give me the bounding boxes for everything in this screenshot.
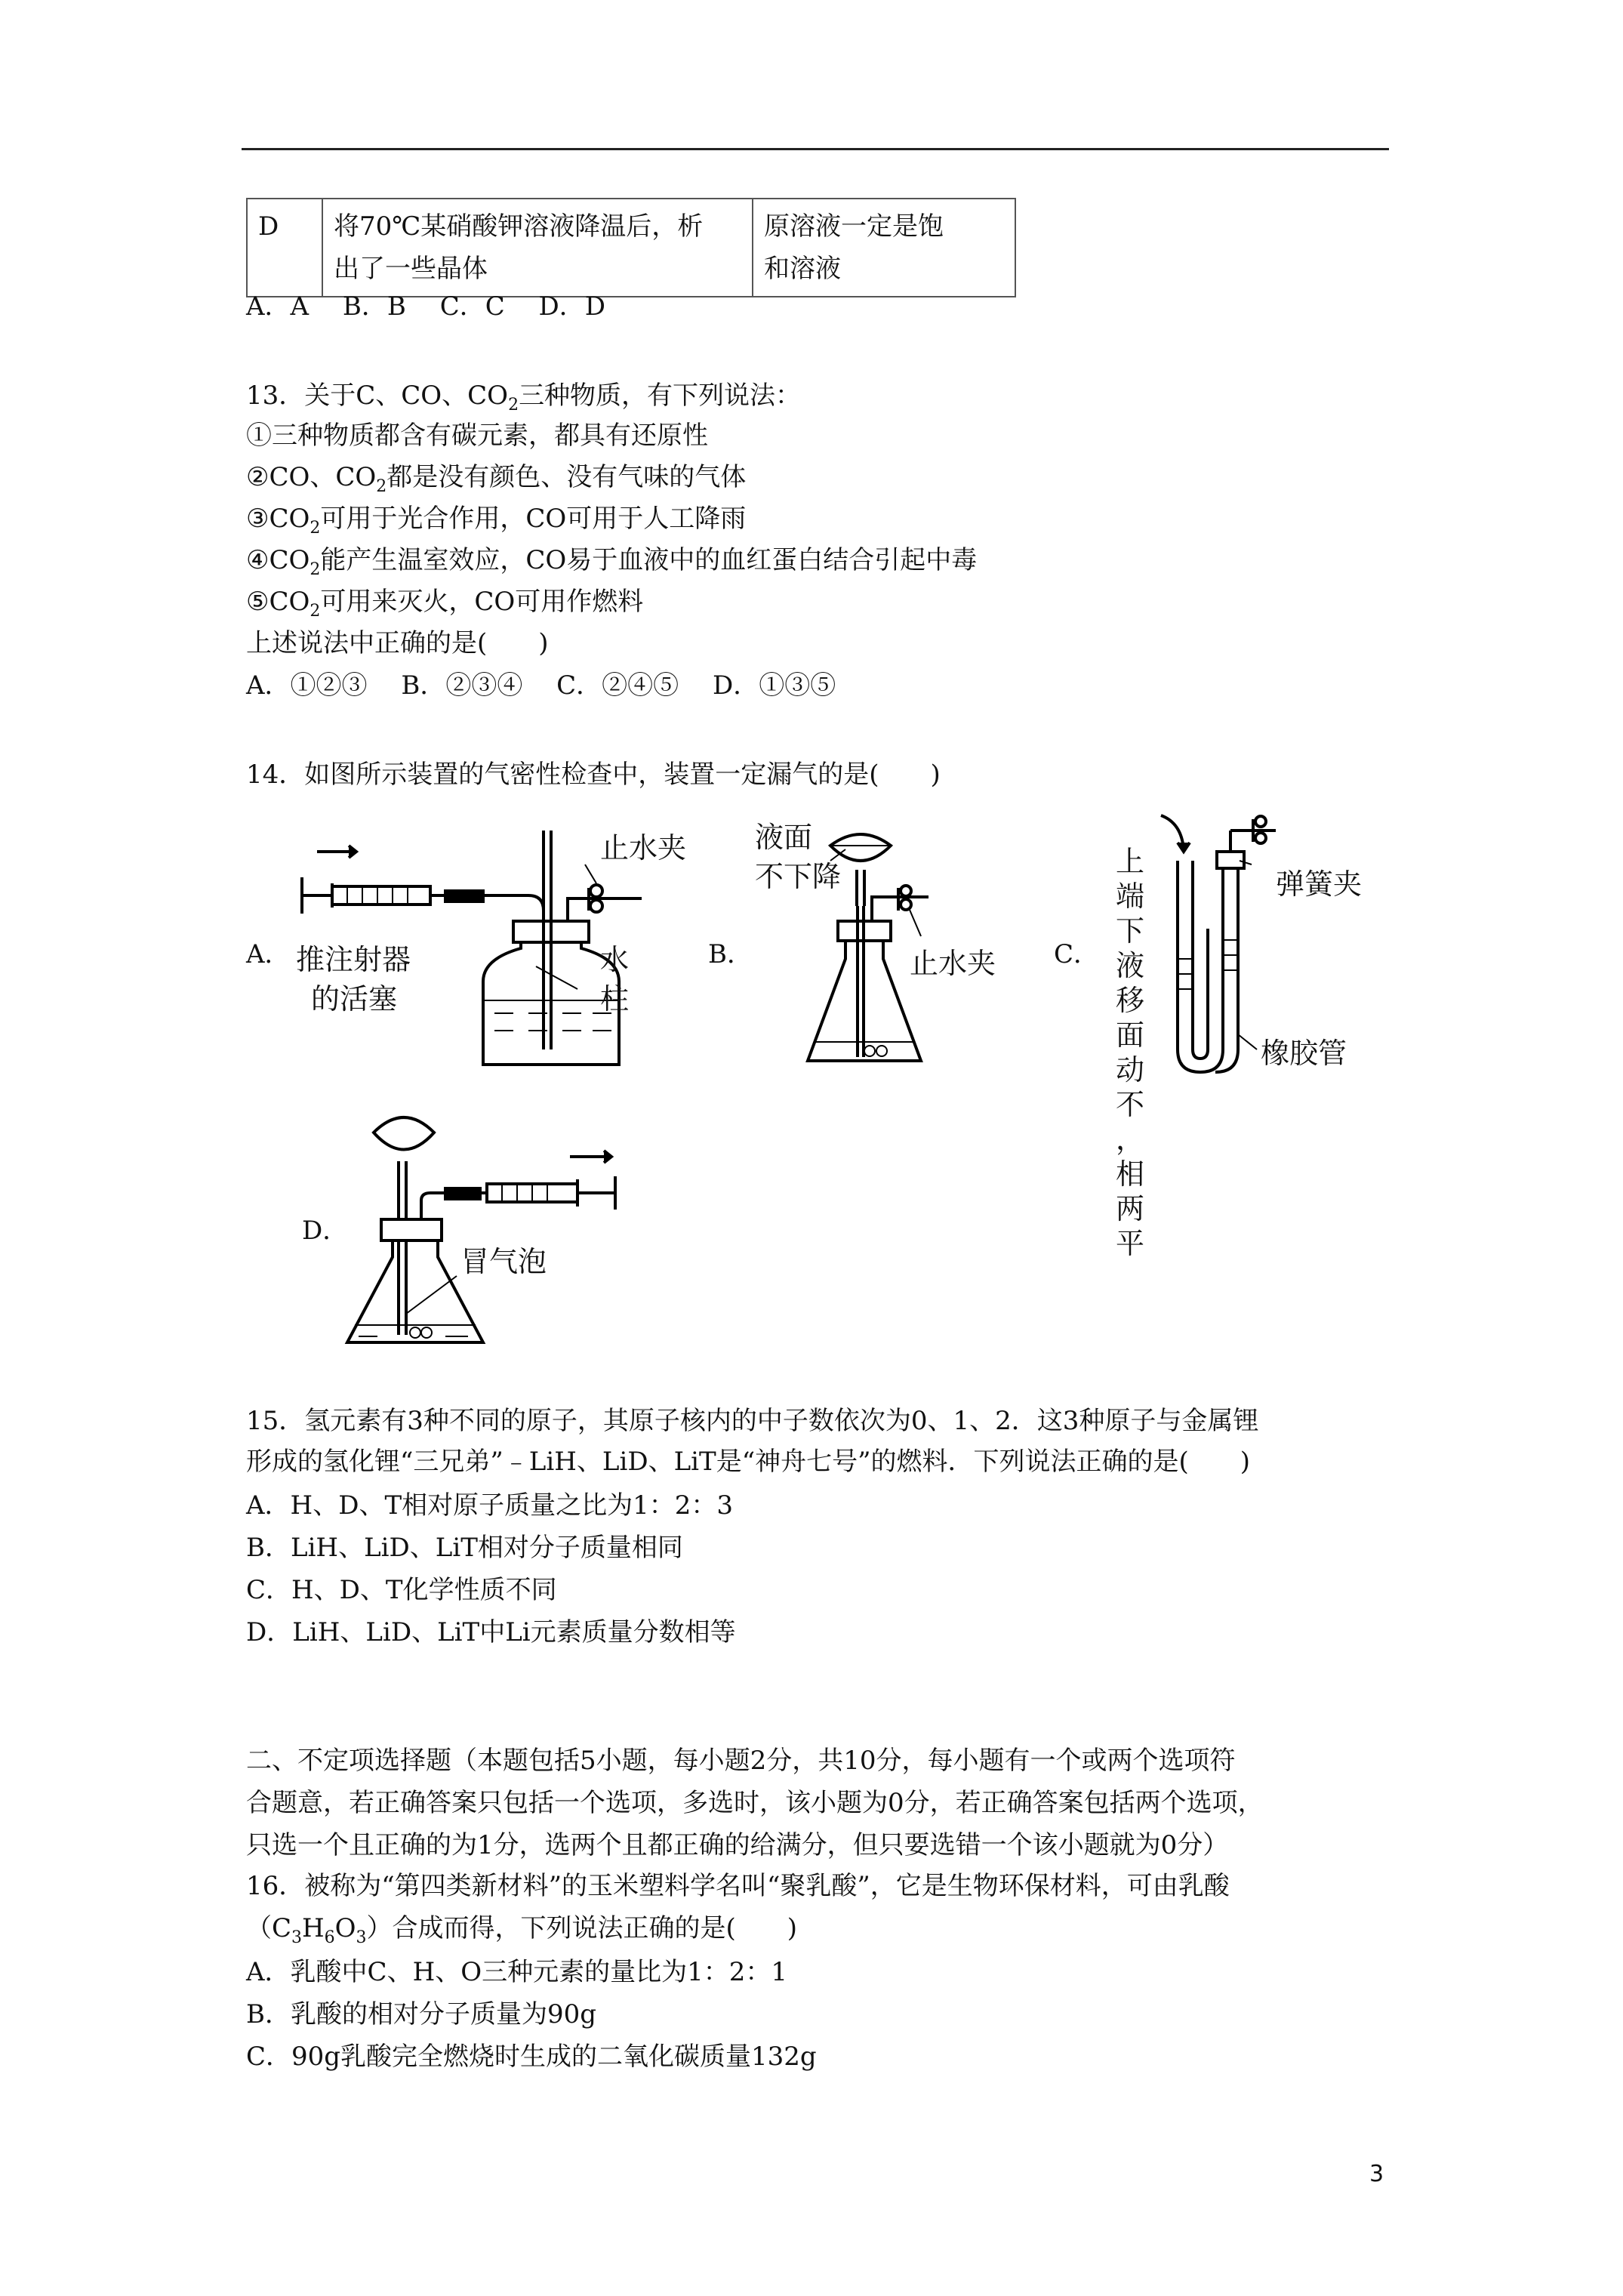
q16-option-c: C．90g乳酸完全燃烧时生成的二氧化碳质量132g (246, 2042, 817, 2072)
section2-line-1: 二、不定项选择题（本题包括5小题，每小题2分，共10分，每小题有一个或两个选项符 (246, 1746, 1236, 1776)
q14-label-a: A． (246, 939, 291, 969)
q13-statement-4: $④CO_2$能产生温室效应，CO易于血液中的血红蛋白结合引起中毒 (246, 545, 978, 579)
c-vertical-text-1: 上端 (1115, 845, 1144, 913)
section2-line-2: 合题意，若正确答案只包括一个选项，多选时，该小题为0分，若正确答案包括两个选项， (246, 1788, 1264, 1818)
option-table (246, 198, 1016, 297)
q12-options: A．A B．B C．C D．D (246, 291, 606, 322)
option-letter: D (258, 211, 279, 242)
c-vertical-label (1104, 844, 1156, 1261)
c-vertical-text-5: ，相 (1115, 1123, 1144, 1191)
q14-label-b: B． (708, 939, 753, 969)
conclusion-text-1: 原溶液一定是饱 (764, 211, 944, 242)
q13-statement-3: $③CO_2$可用于光合作用，CO可用于人工降雨 (246, 504, 747, 538)
c-vertical-text-4: 动不 (1115, 1053, 1144, 1121)
q13-statement-1: ①三种物质都含有碳元素，都具有还原性 (246, 421, 708, 451)
conclusion-cell (753, 199, 1015, 297)
c-tube-label: 橡胶管 (1261, 1037, 1347, 1070)
q16-option-b: B．乳酸的相对分子质量为90g (246, 1999, 597, 2029)
q15-option-d: D．LiH、LiD、LiT中Li元素质量分数相等 (246, 1617, 736, 1647)
b-clamp-label: 止水夹 (910, 947, 996, 980)
q15-option-c: C．H、D、T化学性质不同 (246, 1575, 557, 1605)
a-push-label-2: 的活塞 (311, 982, 398, 1015)
q16-option-a: A．乳酸中C、H、O三种元素的量比为1：2：1 (246, 1957, 787, 1987)
q15-line-1: 15．氢元素有3种不同的原子，其原子核内的中子数依次为0、1、2．这3种原子与金属锂 (246, 1406, 1259, 1436)
a-clamp-label: 止水夹 (600, 831, 687, 864)
header-rule (242, 148, 1389, 150)
b-level-label-2: 不下降 (755, 860, 842, 893)
q13-statement-5: $⑤CO_2$可用来灭火，CO可用作燃料 (246, 587, 644, 621)
q15-option-a: A．H、D、T相对原子质量之比为1：2：3 (246, 1490, 734, 1521)
q13-options: A．①②③ B．②③④ C．②④⑤ D．①③⑤ (246, 670, 836, 701)
c-vertical-text-6: 两平 (1115, 1192, 1144, 1260)
a-push-label-1: 推注射器 (296, 943, 411, 976)
operation-text-1: 将70℃某硝酸钾溶液降温后，析 (334, 211, 704, 242)
q15-line-2: 形成的氢化锂“三兄弟”﹣LiH、LiD、LiT是“神舟七号”的燃料．下列说法正确的是( ) (246, 1447, 1250, 1477)
apparatus-d-diagram (332, 1095, 649, 1351)
section2-line-3: 只选一个且正确的为1分，选两个且都正确的给满分，但只要选错一个该小题就为0分） (246, 1830, 1229, 1860)
q14-stem: 14．如图所示装置的气密性检查中，装置一定漏气的是( ) (246, 760, 941, 790)
c-vertical-text-2: 下液 (1115, 914, 1144, 982)
b-level-label-1: 液面 (755, 821, 813, 854)
q14-label-c: C． (1054, 939, 1100, 969)
d-bubble-label: 冒气泡 (460, 1245, 547, 1278)
a-water-label-2: 柱 (600, 982, 630, 1015)
operation-cell (322, 199, 753, 297)
table-row (247, 199, 1015, 297)
operation-text-2: 出了一些晶体 (334, 254, 488, 284)
q13-ask: 上述说法中正确的是( ) (246, 628, 549, 658)
conclusion-text-2: 和溶液 (764, 254, 841, 284)
q13-statement-2: ②CO、$CO_2$都是没有颜色、没有气味的气体 (246, 462, 747, 496)
q16-line-2: $(C_3H_6O_3)$合成而得，下列说法正确的是( ) (246, 1913, 798, 1947)
a-water-label-1: 水 (600, 943, 630, 976)
c-clamp-label: 弹簧夹 (1276, 868, 1363, 901)
q15-option-b: B．LiH、LiD、LiT相对分子质量相同 (246, 1533, 683, 1563)
option-letter-cell (247, 199, 322, 297)
page-number: 3 (1369, 2161, 1384, 2187)
q13-stem: 13．关于C、CO、$CO_2$三种物质，有下列说法： (246, 381, 802, 415)
q16-line-1: 16．被称为“第四类新材料”的玉米塑料学名叫“聚乳酸”，它是生物环保材料，可由乳酸 (246, 1871, 1230, 1901)
q14-label-d: D． (302, 1216, 349, 1246)
c-vertical-text-3: 移面 (1115, 984, 1144, 1052)
